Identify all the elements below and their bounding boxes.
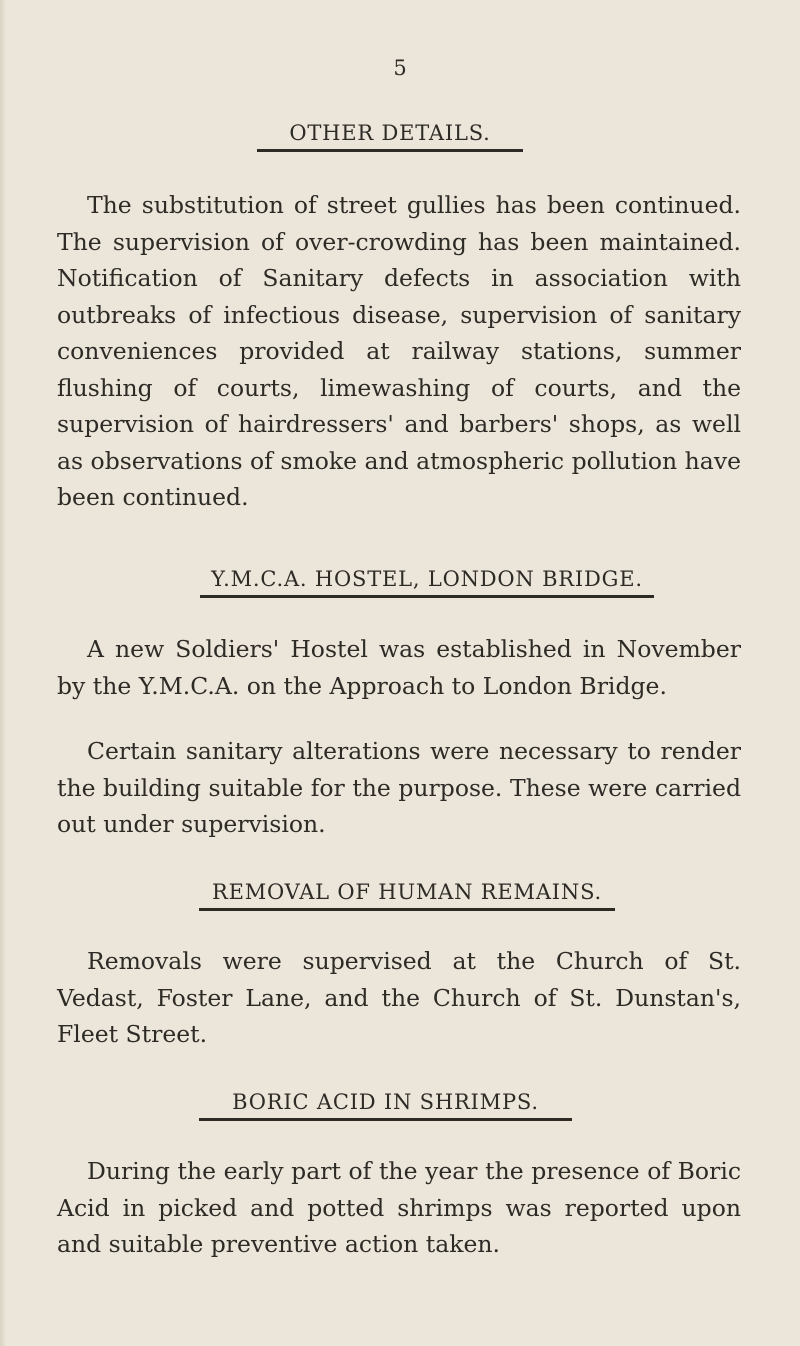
paragraph-ymca-hostel-2 xyxy=(57,733,741,843)
heading-boric-acid xyxy=(199,1090,572,1121)
page-edge-shadow xyxy=(0,0,6,1346)
paragraph-ymca-hostel-1 xyxy=(57,631,741,704)
heading-underline xyxy=(199,908,615,911)
heading-text: OTHER DETAILS. xyxy=(289,121,491,145)
heading-underline xyxy=(200,595,654,598)
paragraph-text: A new Soldiers' Hostel was established in November by the Y.M.C.A. on the Approach to London Bridge. xyxy=(57,635,741,700)
heading-ymca-hostel xyxy=(200,567,654,598)
heading-text: Y.M.C.A. HOSTEL, LONDON BRIDGE. xyxy=(211,567,643,591)
heading-underline xyxy=(257,149,523,152)
heading-other-details xyxy=(257,121,523,152)
paragraph-boric-acid xyxy=(57,1153,741,1263)
paragraph-text: Removals were supervised at the Church of St. Vedast, Foster Lane, and the Church of St. Dunstan's, Fleet Street. xyxy=(57,947,741,1048)
paragraph-text: The substitution of street gullies has been continued. The supervision of over-crowding has been maintained. Notification of Sanitary defects in association with outbreaks of infectious disease, supervision of sanitary conveniences provided at railway stations, summer flushing of courts, limewashing of courts, and the supervision of hairdressers' and barbers' shops, as well as observations of smoke and atmospheric pollution have been continued. xyxy=(57,191,741,511)
heading-text: BORIC ACID IN SHRIMPS. xyxy=(232,1090,539,1114)
paragraph-other-details xyxy=(57,187,741,516)
heading-text: REMOVAL OF HUMAN REMAINS. xyxy=(211,880,602,904)
page-number: 5 xyxy=(393,56,407,80)
heading-underline xyxy=(199,1118,572,1121)
paragraph-removal-human-remains xyxy=(57,943,741,1053)
paragraph-text: Certain sanitary alterations were necessary to render the building suitable for the purpose. These were carried out under supervision. xyxy=(57,737,741,838)
paragraph-text: During the early part of the year the presence of Boric Acid in picked and potted shrimps was reported upon and suitable preventive action taken. xyxy=(57,1157,741,1258)
heading-removal-human-remains xyxy=(199,880,615,911)
